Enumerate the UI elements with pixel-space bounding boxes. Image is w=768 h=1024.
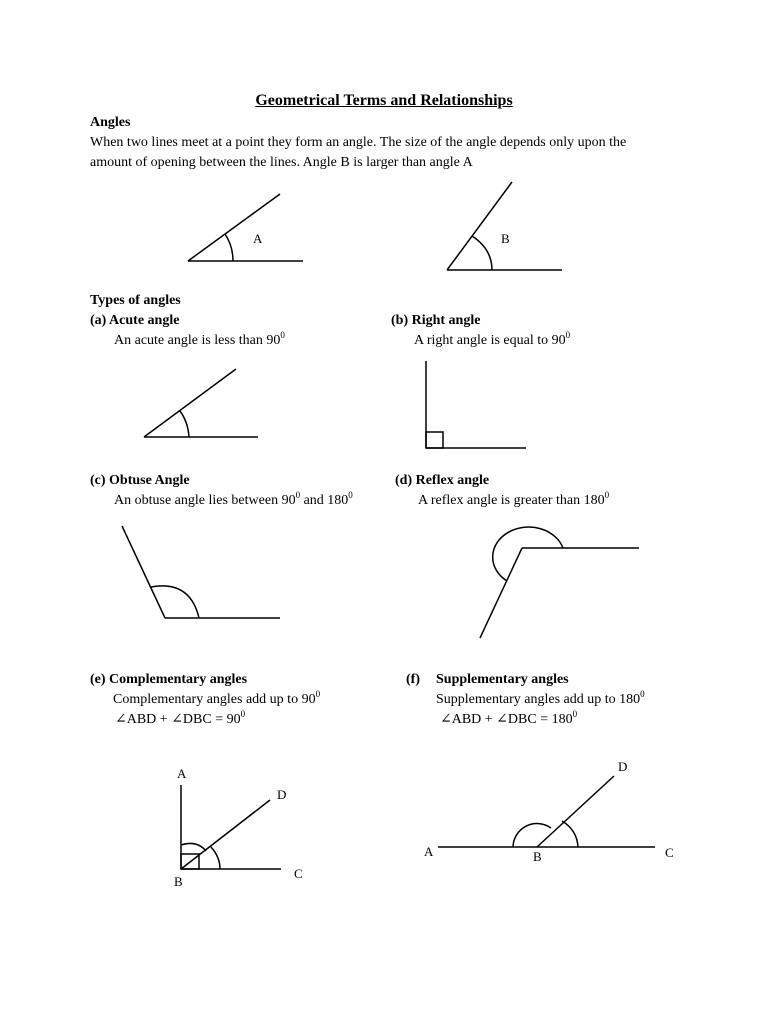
supplementary-label-a: A: [424, 844, 434, 859]
acute-heading: (a) Acute angle: [90, 313, 180, 328]
reflex-heading: (d) Reflex angle: [395, 473, 490, 488]
reflex-text: A reflex angle is greater than $180^0$: [418, 490, 610, 508]
complementary-text: Complementary angles add up to $90^0$: [113, 689, 321, 707]
angle-a-label: A: [253, 231, 263, 246]
types-heading: Types of angles: [90, 293, 181, 308]
supplementary-label-c: C: [665, 845, 674, 860]
intro-line-2: amount of opening between the lines. Angle B is larger than angle A: [90, 155, 473, 170]
angle-a-diagram: [188, 194, 303, 261]
supplementary-text: Supplementary angles add up to $180^0$: [436, 689, 645, 707]
right-angle-diagram: [426, 361, 526, 448]
complementary-angles-diagram: [174, 766, 303, 889]
supplementary-label-d: D: [618, 759, 628, 774]
right-heading: (b) Right angle: [391, 313, 481, 328]
complementary-label-d: D: [277, 787, 287, 802]
supplementary-angles-diagram: [424, 759, 674, 864]
page-title: Geometrical Terms and Relationships: [255, 92, 513, 109]
supplementary-formula: ∠ABD + ∠DBC = $180^0$: [440, 709, 578, 727]
complementary-label-a: A: [177, 766, 187, 781]
intro-line-1: When two lines meet at a point they form an angle. The size of the angle depends only upon the: [90, 135, 627, 150]
reflex-angle-diagram: [480, 527, 639, 638]
complementary-heading: (e) Complementary angles: [90, 672, 248, 687]
right-text: A right angle is equal to $90^0$: [414, 330, 571, 348]
angle-b-diagram: [447, 182, 562, 270]
supplementary-heading: Supplementary angles: [436, 672, 569, 687]
obtuse-heading: (c) Obtuse Angle: [90, 473, 190, 488]
angle-b-label: B: [501, 231, 510, 246]
acute-text: An acute angle is less than $90^0$: [114, 330, 285, 348]
obtuse-angle-diagram: [122, 526, 280, 618]
acute-angle-diagram: [144, 369, 258, 437]
complementary-label-b: B: [174, 874, 183, 889]
angles-heading: Angles: [90, 115, 131, 130]
complementary-label-c: C: [294, 866, 303, 881]
complementary-formula: ∠ABD + ∠DBC = $90^0$: [115, 709, 246, 727]
obtuse-text: An obtuse angle lies between $90^0$ and $180^0$: [114, 490, 353, 508]
supplementary-label-b: B: [533, 849, 542, 864]
supplementary-heading-prefix: (f): [406, 672, 420, 687]
